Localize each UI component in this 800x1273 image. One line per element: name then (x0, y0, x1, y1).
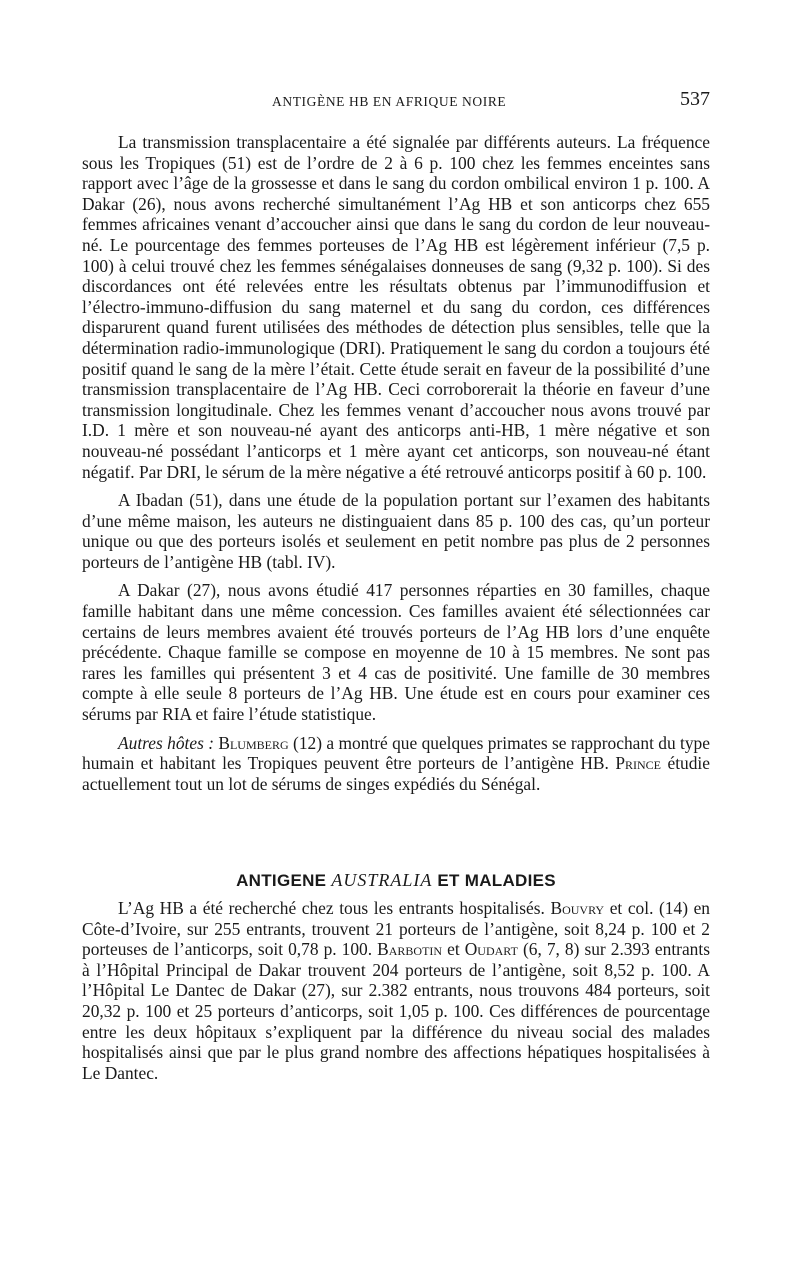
author-blumberg: Blumberg (218, 732, 289, 753)
heading-part-2: ET MALADIES (437, 871, 556, 891)
paragraph-dakar-families: A Dakar (27), nous avons étudié 417 personnes réparties en 30 familles, chaque famille habitant dans une même concession. Ces familles avaient été sélectionnées car certains de leurs membres avaient été trouvés porteurs de l’Ag HB lors d’une enquête précédente. Chaque famille se compose en moyenne de 10 à 15 membres. Ne sont pas rares les familles qui présentent 3 et 4 cas de positivité. Une famille de 30 membres compte à elle seule 8 porteurs de l’Ag HB. Une étude est en cours pour examiner ces sérums par RIA et faire l’étude statistique. (82, 580, 710, 725)
hospital-text-2: et col. (14) en Côte-d’Ivoire, sur 255 entrants, trouvent 21 porteurs de l’antigène, soit 8,24 p. 100 et 2 porteuses de l’anticorps, soit 0,78 p. 100. (82, 898, 711, 960)
other-hosts-lead: Autres hôtes : (118, 732, 214, 753)
author-bouvry: Bouvry (550, 898, 605, 918)
other-hosts-text-2: étudie actuellement tout un lot de sérums de singes expédiés du Sénégal. (82, 753, 710, 794)
paragraph-ibadan: A Ibadan (51), dans une étude de la population portant sur l’examen des habitants d’une même maison, les auteurs ne distinguaient dans 85 p. 100 des cas, qu’un porteur unique ou que des porteurs isolés et seulement en petit nombre pas plus de 2 personnes porteurs de l’antigène HB (tabl. IV). (82, 490, 710, 572)
hospital-text-3: et (447, 939, 460, 960)
hospital-text-1: L’Ag HB a été recherché chez tous les entrants hospitalisés. (118, 898, 545, 918)
body-text (82, 132, 710, 1091)
section-heading (82, 870, 710, 892)
author-oudart: Oudart (464, 939, 518, 960)
heading-part-1: ANTIGENE (236, 871, 327, 891)
paragraph-hospital (82, 898, 710, 1083)
other-hosts-text-1: (12) a montré que quelques primates se rapprochant du type humain et habitant les Tropiques peuvent être porteurs de l’antigène HB. (82, 732, 710, 774)
running-header (82, 88, 710, 114)
hospital-text-4: (6, 7, 8) sur 2.393 entrants à l’Hôpital Principal de Dakar trouvent 204 porteurs de l’antigène, soit 8,52 p. 100. A l’Hôpital Le Dantec de Dakar (27), sur 2.382 entrants, nous trouvons 484 porteurs, soit 20,32 p. 100 et 25 porteurs d’anticorps, soit 1,05 p. 100. Ces différences de pourcentage entre les deux hôpitaux s’expliquent par la différence du niveau social des malades hospitalisés ainsi que par le plus grand nombre des affections hépatiques hospitalisées à Le Dantec. (82, 939, 710, 1083)
heading-italic: AUSTRALIA (331, 870, 433, 891)
page-number: 537 (680, 88, 710, 110)
paragraph-transmission: La transmission transplacentaire a été signalée par différents auteurs. La fréquence sous les Tropiques (51) est de l’ordre de 2 à 6 p. 100 chez les femmes enceintes sans rapport avec l’âge de la grossesse et dans le sang du cordon ombilical environ 1 p. 100. A Dakar (26), nous avons recherché simultanément l’Ag HB et son anticorps chez 655 femmes africaines venant d’accoucher ainsi que dans le sang du cordon de leur nouveau-né. Le pourcentage des femmes porteuses de l’Ag HB est légèrement inférieur (7,5 p. 100) à celui trouvé chez les femmes sénégalaises donneuses de sang (9,32 p. 100). Si des discordances ont été relevées entre les résultats obtenus par l’immunodiffusion et l’électro-immuno-diffusion du sang maternel et du sang du cordon, ces différences disparurent quand furent utilisées des méthodes de détection plus sensibles, telle que la détermination radio-immunologique (DRI). Pratiquement le sang du cordon a toujours été positif quand le sang de la mère l’était. Cette étude serait en faveur de la possibilité d’une transmission transplacentaire de l’Ag HB. Ceci corroborerait la théorie en faveur d’une transmission longitudinale. Chez les femmes venant d’accoucher nous avons trouvé par I.D. 1 mère et son nouveau-né ayant des anticorps anti-HB, 1 mère négative et son nouveau-né possédant l’anticorps et 1 mère ayant cet anticorps, son nouveau-né étant négatif. Par DRI, le sérum de la mère négative a été retrouvé anticorps positif à 60 p. 100. (82, 132, 710, 482)
running-title: ANTIGÈNE HB EN AFRIQUE NOIRE (272, 94, 507, 109)
author-barbotin: Barbotin (377, 939, 443, 960)
author-prince: Prince (615, 753, 661, 774)
paragraph-other-hosts (82, 733, 710, 795)
